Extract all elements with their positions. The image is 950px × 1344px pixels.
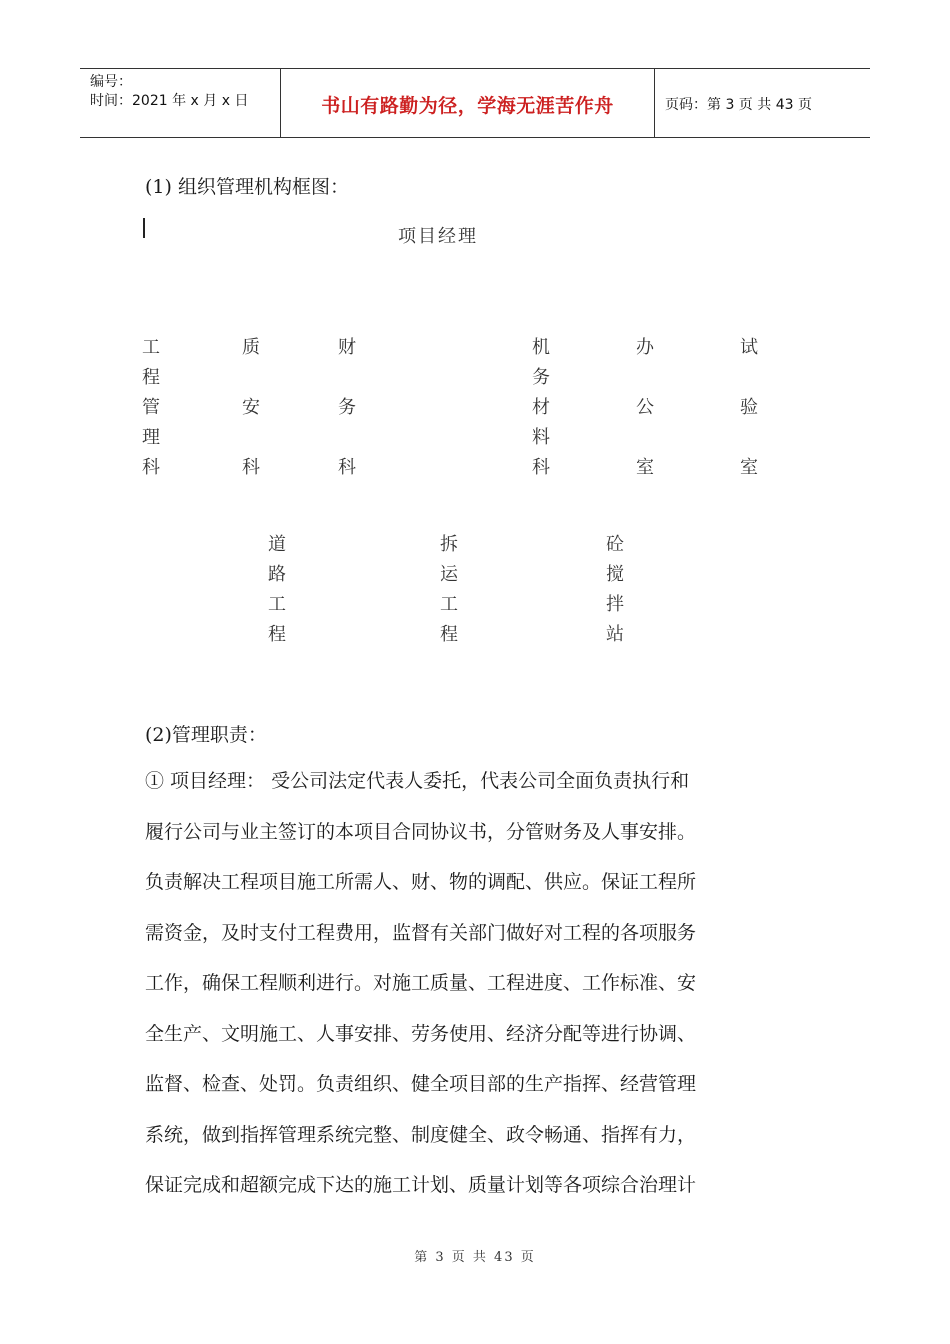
section-1-title: (1) 组织管理机构框图： bbox=[145, 176, 349, 198]
org-department-char: 科 bbox=[338, 457, 356, 478]
paragraph-line: 负责解决工程项目施工所需人、财、物的调配、供应。保证工程所 bbox=[145, 871, 697, 893]
paragraph-line: 系统，做到指挥管理系统完整、制度健全、政令畅通、指挥有力， bbox=[145, 1123, 697, 1146]
org-department-char: 质 bbox=[242, 337, 260, 358]
org-department-char: 室 bbox=[740, 457, 758, 478]
org-department-char: 材 bbox=[532, 397, 550, 418]
org-sub-unit-char: 工 bbox=[268, 594, 286, 615]
paragraph-line: 保证完成和超额完成下达的施工计划、质量计划等各项综合治理计 bbox=[145, 1174, 697, 1196]
org-department-char: 办 bbox=[636, 337, 654, 358]
org-department-char: 工 bbox=[142, 337, 160, 358]
page-footer: 第 3 页 共 43 页 bbox=[414, 1250, 536, 1265]
org-sub-unit-char: 程 bbox=[268, 624, 286, 645]
number-label: 编号： bbox=[90, 74, 132, 90]
org-department-char: 理 bbox=[142, 427, 160, 448]
org-sub-unit-char: 拌 bbox=[606, 594, 624, 615]
motto: 书山有路勤为径，学海无涯苦作舟 bbox=[321, 95, 614, 117]
org-department-char: 科 bbox=[532, 457, 550, 478]
org-sub-unit-char: 站 bbox=[606, 624, 624, 645]
org-department-char: 安 bbox=[242, 397, 260, 418]
org-top-project-manager: 项目经理 bbox=[398, 226, 478, 247]
paragraph-line: 监督、检查、处罚。负责组织、健全项目部的生产指挥、经营管理 bbox=[145, 1073, 697, 1095]
org-department-char: 财 bbox=[338, 337, 356, 358]
duties-paragraph bbox=[145, 756, 825, 1211]
org-department-char: 公 bbox=[636, 397, 654, 418]
org-sub-unit-char: 工 bbox=[440, 594, 458, 615]
org-sub-unit-char: 道 bbox=[268, 534, 286, 555]
org-department-char: 室 bbox=[636, 457, 654, 478]
org-sub-unit-char: 路 bbox=[268, 564, 286, 585]
chart-marker-line bbox=[143, 218, 145, 238]
org-sub-unit-char: 程 bbox=[440, 624, 458, 645]
page-info: 页码：第 3 页 共 43 页 bbox=[665, 97, 812, 113]
org-department-char: 验 bbox=[740, 397, 758, 418]
paragraph-line: 工作，确保工程顺利进行。对施工质量、工程进度、工作标准、安 bbox=[145, 972, 697, 994]
paragraph-line: 全生产、文明施工、人事安排、劳务使用、经济分配等进行协调、 bbox=[145, 1022, 697, 1045]
section-2-title: (2)管理职责： bbox=[145, 724, 267, 746]
org-department-char: 务 bbox=[338, 397, 356, 418]
org-department-char: 管 bbox=[142, 397, 160, 418]
org-sub-unit-char: 搅 bbox=[606, 564, 624, 585]
paragraph-line: 履行公司与业主签订的本项目合同协议书，分管财务及人事安排。 bbox=[145, 820, 697, 843]
org-department-char: 务 bbox=[532, 367, 550, 388]
org-department-char: 科 bbox=[142, 457, 160, 478]
org-department-char: 机 bbox=[532, 337, 550, 358]
paragraph-line: ① 项目经理： 受公司法定代表人委托，代表公司全面负责执行和 bbox=[145, 770, 690, 792]
org-sub-unit-char: 运 bbox=[440, 564, 458, 585]
org-department-char: 料 bbox=[532, 427, 550, 448]
org-sub-unit-char: 砼 bbox=[606, 534, 624, 555]
org-department-char: 程 bbox=[142, 367, 160, 388]
org-department-char: 试 bbox=[740, 337, 758, 358]
time-label: 时间：2021 年 x 月 x 日 bbox=[90, 93, 249, 109]
org-sub-unit-char: 拆 bbox=[440, 534, 458, 555]
org-department-char: 科 bbox=[242, 457, 260, 478]
paragraph-line: 需资金，及时支付工程费用，监督有关部门做好对工程的各项服务 bbox=[145, 921, 697, 944]
